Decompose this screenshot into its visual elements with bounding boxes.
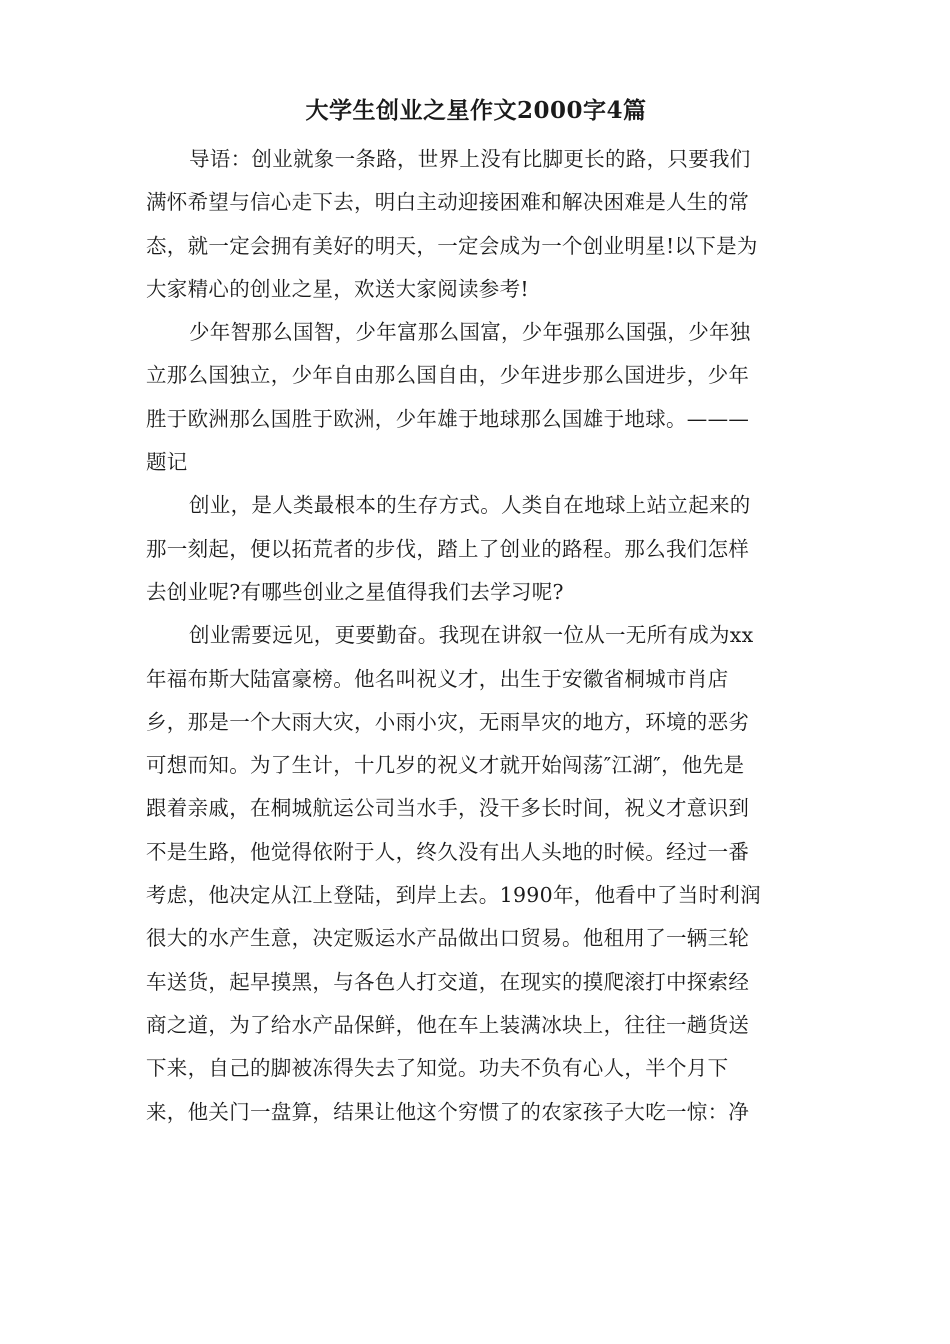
body-line: 年福布斯大陆富豪榜。他名叫祝义才，出生于安徽省桐城市肖店 <box>146 666 729 691</box>
body-line: 满怀希望与信心走下去，明白主动迎接困难和解决困难是人生的常 <box>146 190 750 215</box>
body-line: 那一刻起，便以拓荒者的步伐，踏上了创业的路程。那么我们怎样 <box>146 536 750 561</box>
document-title: 大学生创业之星作文2000字4篇 <box>305 97 647 124</box>
body-line: 导语：创业就象一条路，世界上没有比脚更长的路，只要我们 <box>189 147 751 171</box>
body-line: 不是生路，他觉得依附于人，终久没有出人头地的时候。经过一番 <box>146 839 750 864</box>
body-line: 少年智那么国智，少年富那么国富，少年强那么国强，少年独 <box>189 320 751 345</box>
body-line: 跟着亲戚，在桐城航运公司当水手，没干多长时间，祝义才意识到 <box>146 796 750 821</box>
body-line: 态，就一定会拥有美好的明天，一定会成为一个创业明星!以下是为 <box>146 233 758 258</box>
body-line: 来，他关门一盘算，结果让他这个穷惯了的农家孩子大吃一惊：净 <box>146 1099 750 1124</box>
body-line: 创业，是人类最根本的生存方式。人类自在地球上站立起来的 <box>189 493 751 518</box>
body-line: 车送货，起早摸黑，与各色人打交道，在现实的摸爬滚打中探索经 <box>146 969 750 994</box>
body-line: 下来，自己的脚被冻得失去了知觉。功夫不负有心人，半个月下 <box>146 1056 729 1081</box>
body-line: 大家精心的创业之星，欢送大家阅读参考! <box>146 276 529 301</box>
body-line: 商之道，为了给水产品保鲜，他在车上装满冰块上，往往一趟货送 <box>146 1012 750 1037</box>
body-line: 题记 <box>146 450 188 475</box>
body-line: 很大的水产生意，决定贩运水产品做出口贸易。他租用了一辆三轮 <box>146 926 750 951</box>
document-page <box>146 84 806 1134</box>
body-line: 可想而知。为了生计，十几岁的祝义才就开始闯荡″江湖″，他先是 <box>146 753 745 778</box>
body-line: 去创业呢?有哪些创业之星值得我们去学习呢? <box>146 579 564 604</box>
document-body <box>146 138 806 1134</box>
body-line: 胜于欧洲那么国胜于欧洲，少年雄于地球那么国雄于地球。——— <box>146 406 750 431</box>
body-line: 考虑，他决定从江上登陆，到岸上去。1990年，他看中了当时利润 <box>146 883 761 908</box>
body-line: 立那么国独立，少年自由那么国自由，少年进步那么国进步，少年 <box>146 363 750 388</box>
body-line: 乡，那是一个大雨大灾，小雨小灾，无雨旱灾的地方，环境的恶劣 <box>146 709 750 734</box>
body-line: 创业需要远见，更要勤奋。我现在讲叙一位从一无所有成为xx <box>189 623 754 648</box>
